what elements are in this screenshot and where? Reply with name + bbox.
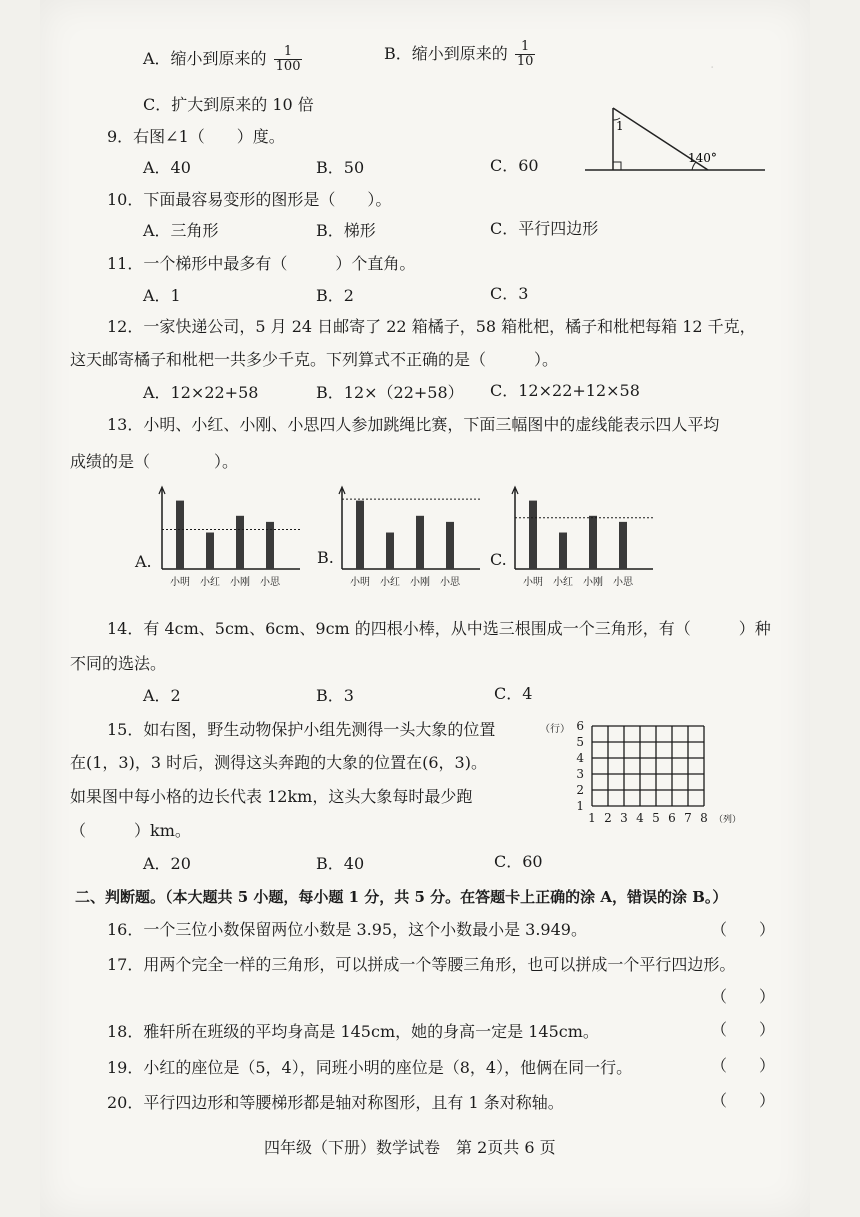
col-number: 7 [684, 811, 692, 825]
angle-1-label: 1 [616, 119, 624, 133]
q9-stem: 9．右图∠1（ ）度。 [107, 127, 285, 146]
q10-stem: 10．下面最容易变形的图形是（ ）。 [107, 190, 392, 209]
q10-option-b: B．梯形 [316, 221, 376, 240]
judgment-17: 17．用两个完全一样的三角形，可以拼成一个等腰三角形，也可以拼成一个平行四边形。 [107, 955, 736, 974]
q14-stem-line1: 14．有 4cm、5cm、6cm、9cm 的四根小棒，从中选三根围成一个三角形，有（ ）种 [107, 619, 771, 638]
q10-option-a: A．三角形 [143, 221, 219, 240]
bar-chart-b [330, 485, 490, 595]
bar-chart-c [503, 485, 663, 595]
row-axis-label: （行） [540, 724, 570, 735]
bar-小明 [176, 501, 184, 569]
col-number: 6 [668, 811, 676, 825]
row-number: 5 [576, 735, 584, 749]
fraction-numerator: 1 [274, 45, 303, 60]
q14-option-b: B．3 [316, 686, 354, 705]
chart-b-label: B. [317, 548, 334, 567]
q11-option-b: B．2 [316, 286, 354, 305]
chart-a-label: A. [135, 552, 152, 571]
section-2-title: 二、判断题。（本大题共 5 小题，每小题 1 分，共 5 分。在答题卡上正确的涂 A，错误的涂 B。） [75, 888, 728, 906]
q9-option-a: A．40 [143, 158, 191, 177]
bar-小红 [559, 533, 567, 569]
q14-option-a: A．2 [143, 686, 181, 705]
bar-小红 [386, 533, 394, 569]
fraction-denominator: 10 [516, 54, 534, 69]
q10-option-c: C．平行四边形 [490, 219, 599, 238]
category-label: 小思 [613, 577, 633, 588]
coordinate-grid [540, 718, 800, 848]
row-number: 1 [576, 799, 584, 813]
category-label: 小红 [553, 577, 573, 588]
row-number: 6 [576, 719, 584, 733]
q12-option-b: B．12×（22+58） [316, 383, 464, 402]
bar-小明 [356, 501, 364, 569]
q9-triangle-figure [580, 100, 780, 180]
q11-stem: 11．一个梯形中最多有（ ）个直角。 [107, 254, 416, 273]
bar-小思 [619, 522, 627, 569]
q14-option-c: C．4 [494, 684, 533, 703]
category-label: 小明 [350, 577, 370, 588]
angle-140-label: 140° [688, 151, 717, 165]
row-number: 3 [576, 767, 584, 781]
q12-stem-line1: 12．一家快递公司，5 月 24 日邮寄了 22 箱橘子，58 箱枇杷，橘子和枇杷每箱 12 千克， [107, 317, 756, 336]
category-label: 小明 [170, 577, 190, 588]
judgment-17-blank[interactable]: （ ） [711, 987, 776, 1006]
row-number: 2 [576, 783, 584, 797]
bar-小思 [446, 522, 454, 569]
q12-stem-line2: 这天邮寄橘子和枇杷一共多少千克。下列算式不正确的是（ ）。 [70, 350, 559, 369]
bar-小刚 [416, 516, 424, 569]
q9-option-b: B．50 [316, 158, 365, 177]
bar-小刚 [236, 516, 244, 569]
judgment-19: 19．小红的座位是（5，4），同班小明的座位是（8，4），他俩在同一行。 [107, 1058, 633, 1077]
category-label: 小思 [260, 577, 280, 588]
judgment-20: 20．平行四边形和等腰梯形都是轴对称图形，且有 1 条对称轴。 [107, 1093, 564, 1112]
category-label: 小明 [523, 577, 543, 588]
q13-stem-line2: 成绩的是（ ）。 [70, 452, 239, 471]
col-number: 5 [652, 811, 660, 825]
q15-option-b: B．40 [316, 854, 365, 873]
category-label: 小刚 [410, 577, 430, 588]
row-number: 4 [576, 751, 584, 765]
judgment-20-blank[interactable]: （ ） [711, 1091, 776, 1110]
category-label: 小红 [200, 577, 220, 588]
category-label: 小思 [440, 577, 460, 588]
category-label: 小红 [380, 577, 400, 588]
judgment-19-blank[interactable]: （ ） [711, 1056, 776, 1075]
category-label: 小刚 [230, 577, 250, 588]
judgment-16: 16．一个三位小数保留两位小数是 3.95，这个小数最小是 3.949。 [107, 920, 587, 939]
col-number: 3 [620, 811, 628, 825]
col-axis-label: （列） [714, 815, 742, 825]
col-number: 8 [700, 811, 708, 825]
q12-option-a: A．12×22+58 [143, 383, 259, 402]
page-footer: 四年级（下册）数学试卷 第 2页共 6 页 [264, 1138, 556, 1157]
bar-小明 [529, 501, 537, 569]
q15-option-c: C．60 [494, 852, 543, 871]
q14-stem-line2: 不同的选法。 [70, 654, 167, 673]
q8-option-a-text: A．缩小到原来的 [143, 49, 267, 68]
q8-option-a-fraction [274, 45, 303, 74]
q8-option-a [143, 45, 302, 74]
q8-option-c: C．扩大到原来的 10 倍 [143, 95, 314, 114]
q8-option-b [384, 40, 535, 69]
right-angle-mark [613, 162, 621, 170]
q11-option-c: C．3 [490, 284, 529, 303]
bar-小红 [206, 533, 214, 569]
fraction-denominator: 100 [275, 59, 301, 74]
bar-chart-a [150, 485, 310, 595]
col-number: 4 [636, 811, 644, 825]
col-number: 1 [588, 811, 596, 825]
judgment-18-blank[interactable]: （ ） [711, 1020, 776, 1039]
col-number: 2 [604, 811, 612, 825]
chart-c-label: C. [490, 550, 507, 569]
q9-option-c: C．60 [490, 156, 539, 175]
q15-line4: （ ）km。 [70, 821, 191, 840]
q15-line1: 15．如右图，野生动物保护小组先测得一头大象的位置 [107, 720, 496, 739]
q13-stem-line1: 13．小明、小红、小刚、小思四人参加跳绳比赛，下面三幅图中的虚线能表示四人平均 [107, 415, 720, 434]
bar-小刚 [589, 516, 597, 569]
fraction-numerator: 1 [515, 40, 536, 55]
category-label: 小刚 [583, 577, 603, 588]
judgment-18: 18．雅轩所在班级的平均身高是 145cm，她的身高一定是 145cm。 [107, 1022, 599, 1041]
q15-option-a: A．20 [143, 854, 191, 873]
q11-option-a: A．1 [143, 286, 181, 305]
q15-line2: 在(1，3)，3 时后，测得这头奔跑的大象的位置在(6，3)。 [70, 753, 487, 772]
bar-小思 [266, 522, 274, 569]
show-through-text: · [710, 60, 715, 76]
q8-option-b-text: B．缩小到原来的 [384, 44, 508, 63]
q12-option-c: C．12×22+12×58 [490, 381, 640, 400]
q8-option-b-fraction [515, 40, 536, 69]
q15-line3: 如果图中每小格的边长代表 12km，这头大象每时最少跑 [70, 787, 473, 806]
judgment-16-blank[interactable]: （ ） [711, 920, 776, 939]
